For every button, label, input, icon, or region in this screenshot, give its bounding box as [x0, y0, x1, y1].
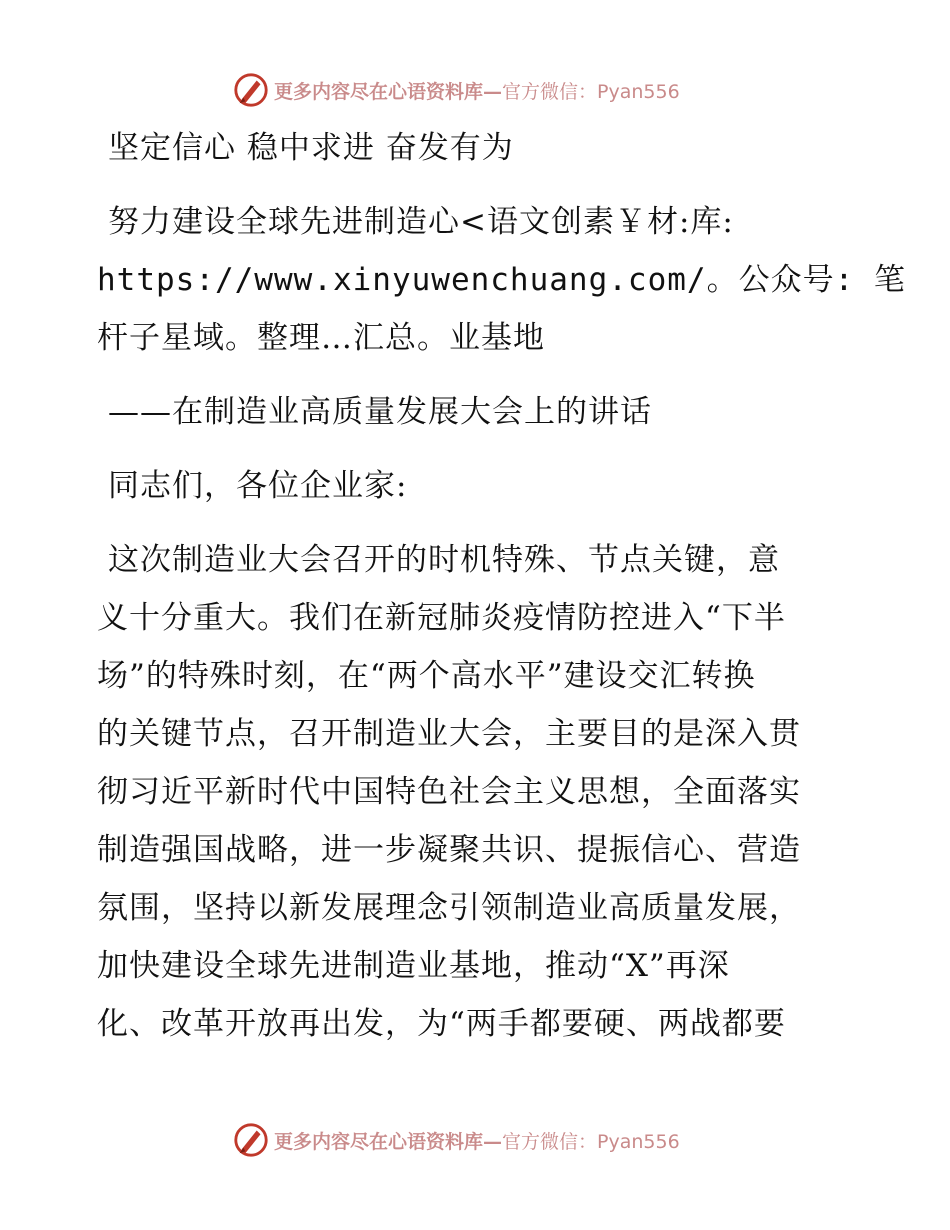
- subtitle-line-1: 努力建设全球先进制造心<语文创素￥材:库:: [108, 204, 734, 240]
- document-title: 坚定信心 稳中求进 奋发有为: [108, 130, 514, 166]
- banner-contact-text: 官方微信：Pyan556: [502, 80, 680, 103]
- body-line: 这次制造业大会召开的时机特殊、节点关键，意: [108, 542, 780, 578]
- body-line: 彻习近平新时代中国特色社会主义思想，全面落实: [97, 774, 801, 810]
- body-line: 义十分重大。我们在新冠肺炎疫情防控进入“下半: [97, 600, 786, 636]
- body-line: 加快建设全球先进制造业基地，推动“X”再深: [97, 948, 730, 984]
- salutation: 同志们，各位企业家:: [108, 468, 408, 504]
- speech-note: ——在制造业高质量发展大会上的讲话: [108, 394, 652, 430]
- banner-main-text: 更多内容尽在心语资料库—: [274, 1130, 503, 1153]
- body-line: 场”的特殊时刻，在“两个高水平”建设交汇转换: [97, 658, 756, 694]
- subtitle-line-2: https://www.xinyuwenchuang.com/。公众号: 笔: [97, 262, 906, 298]
- body-line: 的关键节点，召开制造业大会，主要目的是深入贯: [97, 716, 801, 752]
- pen-logo-icon: [232, 1121, 270, 1159]
- body-line: 制造强国战略，进一步凝聚共识、提振信心、营造: [97, 832, 801, 868]
- banner-main-text: 更多内容尽在心语资料库—: [274, 80, 503, 103]
- body-line: 氛围，坚持以新发展理念引领制造业高质量发展，: [97, 890, 801, 926]
- footer-watermark-banner: [232, 1120, 680, 1160]
- body-line: 化、改革开放再出发，为“两手都要硬、两战都要: [97, 1006, 786, 1042]
- subtitle-line-3: 杆子星域。整理…汇总。业基地: [97, 320, 545, 356]
- banner-contact-text: 官方微信：Pyan556: [502, 1130, 680, 1153]
